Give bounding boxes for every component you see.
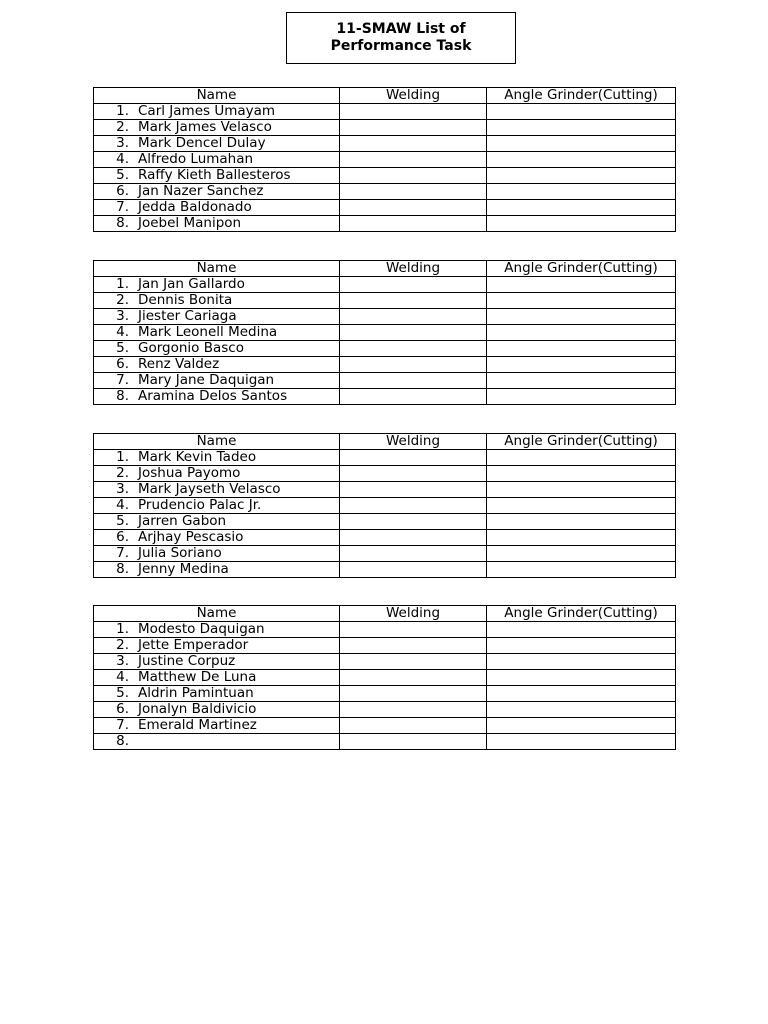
student-name-cell — [94, 389, 340, 405]
grinder-score-cell[interactable] — [487, 152, 676, 168]
student-name: Jedda Baldonado — [138, 199, 252, 215]
group-table-4 — [93, 605, 676, 750]
row-number: 1. — [116, 103, 129, 119]
row-number: 4. — [116, 151, 129, 167]
table-row — [94, 670, 676, 686]
student-name: Arjhay Pescasio — [138, 529, 244, 545]
welding-column-header: Welding — [340, 606, 487, 622]
student-name: Gorgonio Basco — [138, 340, 244, 356]
row-number: 8. — [116, 215, 129, 231]
student-name: Mark Dencel Dulay — [138, 135, 266, 151]
grinder-score-cell[interactable] — [487, 654, 676, 670]
grinder-score-cell[interactable] — [487, 309, 676, 325]
student-name: Jenny Medina — [138, 561, 229, 577]
table-row — [94, 373, 676, 389]
welding-score-cell[interactable] — [340, 562, 487, 578]
student-name-cell — [94, 341, 340, 357]
table-row — [94, 152, 676, 168]
row-number: 2. — [116, 292, 129, 308]
student-name-cell — [94, 104, 340, 120]
student-name-cell — [94, 200, 340, 216]
table-row — [94, 104, 676, 120]
welding-score-cell[interactable] — [340, 152, 487, 168]
table-row — [94, 309, 676, 325]
student-name: Mark Leonell Medina — [138, 324, 278, 340]
table-row — [94, 686, 676, 702]
row-number: 7. — [116, 545, 129, 561]
student-name-cell — [94, 309, 340, 325]
table-row — [94, 734, 676, 750]
grinder-score-cell[interactable] — [487, 325, 676, 341]
table-row — [94, 654, 676, 670]
grinder-score-cell[interactable] — [487, 546, 676, 562]
student-name: Matthew De Luna — [138, 669, 257, 685]
student-name: Dennis Bonita — [138, 292, 233, 308]
welding-score-cell[interactable] — [340, 514, 487, 530]
grinder-score-cell[interactable] — [487, 104, 676, 120]
table-row — [94, 120, 676, 136]
student-name: Joebel Manipon — [138, 215, 242, 231]
grinder-score-cell[interactable] — [487, 120, 676, 136]
student-name: Modesto Daquigan — [138, 621, 265, 637]
row-number: 8. — [116, 733, 129, 749]
row-number: 8. — [116, 388, 129, 404]
student-name-cell — [94, 498, 340, 514]
row-number: 5. — [116, 167, 129, 183]
grinder-score-cell[interactable] — [487, 136, 676, 152]
grinder-score-cell[interactable] — [487, 277, 676, 293]
row-number: 5. — [116, 685, 129, 701]
grinder-score-cell[interactable] — [487, 670, 676, 686]
welding-score-cell[interactable] — [340, 466, 487, 482]
welding-score-cell[interactable] — [340, 622, 487, 638]
student-name-cell — [94, 514, 340, 530]
welding-score-cell[interactable] — [340, 654, 487, 670]
row-number: 4. — [116, 669, 129, 685]
row-number: 6. — [116, 356, 129, 372]
student-name: Aramina Delos Santos — [138, 388, 288, 404]
welding-score-cell[interactable] — [340, 104, 487, 120]
student-name-cell — [94, 466, 340, 482]
student-name: Jan Jan Gallardo — [138, 276, 245, 292]
row-number: 1. — [116, 276, 129, 292]
grinder-score-cell[interactable] — [487, 373, 676, 389]
student-name: Julia Soriano — [138, 545, 222, 561]
group-table-3 — [93, 433, 676, 578]
grinder-score-cell[interactable] — [487, 184, 676, 200]
welding-column-header: Welding — [340, 261, 487, 277]
welding-score-cell[interactable] — [340, 277, 487, 293]
grinder-column-header: Angle Grinder(Cutting) — [487, 261, 676, 277]
student-name-cell — [94, 718, 340, 734]
row-number: 2. — [116, 465, 129, 481]
row-number: 6. — [116, 529, 129, 545]
table-row — [94, 184, 676, 200]
name-column-header: Name — [94, 261, 340, 277]
grinder-score-cell[interactable] — [487, 530, 676, 546]
grinder-score-cell[interactable] — [487, 200, 676, 216]
welding-score-cell[interactable] — [340, 638, 487, 654]
table-row — [94, 622, 676, 638]
welding-score-cell[interactable] — [340, 482, 487, 498]
student-name: Jarren Gabon — [138, 513, 227, 529]
student-name: Emerald Martinez — [138, 717, 257, 733]
row-number: 2. — [116, 119, 129, 135]
grinder-score-cell[interactable] — [487, 293, 676, 309]
welding-column-header: Welding — [340, 434, 487, 450]
table-row — [94, 341, 676, 357]
student-name-cell — [94, 482, 340, 498]
grinder-column-header: Angle Grinder(Cutting) — [487, 88, 676, 104]
table-row — [94, 482, 676, 498]
student-name-cell — [94, 184, 340, 200]
welding-score-cell[interactable] — [340, 216, 487, 232]
student-name: Prudencio Palac Jr. — [138, 497, 262, 513]
row-number: 6. — [116, 701, 129, 717]
student-name: Jonalyn Baldivicio — [138, 701, 257, 717]
row-number: 7. — [116, 717, 129, 733]
row-number: 5. — [116, 513, 129, 529]
grinder-score-cell[interactable] — [487, 686, 676, 702]
row-number: 3. — [116, 308, 129, 324]
welding-score-cell[interactable] — [340, 702, 487, 718]
row-number: 4. — [116, 497, 129, 513]
grinder-score-cell[interactable] — [487, 450, 676, 466]
table-row — [94, 638, 676, 654]
welding-score-cell[interactable] — [340, 734, 487, 750]
grinder-score-cell[interactable] — [487, 638, 676, 654]
title-line-2: Performance Task — [330, 38, 472, 54]
student-name-cell — [94, 277, 340, 293]
student-name: Jiester Cariaga — [138, 308, 237, 324]
table-row — [94, 498, 676, 514]
row-number: 7. — [116, 199, 129, 215]
student-name-cell — [94, 622, 340, 638]
student-name-cell — [94, 120, 340, 136]
welding-score-cell[interactable] — [340, 450, 487, 466]
grinder-score-cell[interactable] — [487, 514, 676, 530]
row-number: 7. — [116, 372, 129, 388]
table-row — [94, 325, 676, 341]
student-name: Raffy Kieth Ballesteros — [138, 167, 291, 183]
table-header-row — [94, 88, 676, 104]
student-name-cell — [94, 638, 340, 654]
table-row — [94, 546, 676, 562]
row-number: 6. — [116, 183, 129, 199]
student-name: Jan Nazer Sanchez — [138, 183, 264, 199]
grinder-score-cell[interactable] — [487, 562, 676, 578]
student-name-cell — [94, 546, 340, 562]
table-row — [94, 514, 676, 530]
student-name-cell — [94, 562, 340, 578]
grinder-column-header: Angle Grinder(Cutting) — [487, 434, 676, 450]
group-table-2 — [93, 260, 676, 405]
welding-score-cell[interactable] — [340, 670, 487, 686]
row-number: 4. — [116, 324, 129, 340]
grinder-score-cell[interactable] — [487, 341, 676, 357]
table-row — [94, 200, 676, 216]
row-number: 3. — [116, 653, 129, 669]
document-title — [286, 12, 516, 64]
table-row — [94, 277, 676, 293]
welding-score-cell[interactable] — [340, 357, 487, 373]
grinder-score-cell[interactable] — [487, 498, 676, 514]
welding-score-cell[interactable] — [340, 718, 487, 734]
student-name-cell — [94, 373, 340, 389]
welding-score-cell[interactable] — [340, 184, 487, 200]
table-header-row — [94, 434, 676, 450]
table-row — [94, 389, 676, 405]
table-header-row — [94, 606, 676, 622]
student-name-cell — [94, 670, 340, 686]
student-name: Mary Jane Daquigan — [138, 372, 275, 388]
table-row — [94, 136, 676, 152]
welding-score-cell[interactable] — [340, 686, 487, 702]
group-table-1 — [93, 87, 676, 232]
table-row — [94, 357, 676, 373]
table-row — [94, 168, 676, 184]
student-name-cell — [94, 357, 340, 373]
student-name: Renz Valdez — [138, 356, 220, 372]
student-name-cell — [94, 450, 340, 466]
name-column-header: Name — [94, 88, 340, 104]
student-name-cell — [94, 686, 340, 702]
row-number: 3. — [116, 135, 129, 151]
welding-score-cell[interactable] — [340, 200, 487, 216]
welding-score-cell[interactable] — [340, 293, 487, 309]
student-name-cell — [94, 168, 340, 184]
welding-score-cell[interactable] — [340, 168, 487, 184]
table-header-row — [94, 261, 676, 277]
student-name: Joshua Payomo — [138, 465, 241, 481]
welding-score-cell[interactable] — [340, 341, 487, 357]
welding-score-cell[interactable] — [340, 546, 487, 562]
welding-column-header: Welding — [340, 88, 487, 104]
student-name: Justine Corpuz — [138, 653, 236, 669]
welding-score-cell[interactable] — [340, 309, 487, 325]
grinder-score-cell[interactable] — [487, 357, 676, 373]
student-name: Mark Kevin Tadeo — [138, 449, 257, 465]
student-name: Mark James Velasco — [138, 119, 272, 135]
name-column-header: Name — [94, 434, 340, 450]
grinder-score-cell[interactable] — [487, 216, 676, 232]
student-name-cell — [94, 530, 340, 546]
grinder-score-cell[interactable] — [487, 734, 676, 750]
grinder-column-header: Angle Grinder(Cutting) — [487, 606, 676, 622]
welding-score-cell[interactable] — [340, 325, 487, 341]
table-row — [94, 293, 676, 309]
grinder-score-cell[interactable] — [487, 718, 676, 734]
student-name: Jette Emperador — [138, 637, 249, 653]
student-name: Alfredo Lumahan — [138, 151, 254, 167]
table-row — [94, 702, 676, 718]
student-name-cell — [94, 152, 340, 168]
grinder-score-cell[interactable] — [487, 482, 676, 498]
student-name-cell — [94, 136, 340, 152]
student-name-cell — [94, 216, 340, 232]
welding-score-cell[interactable] — [340, 373, 487, 389]
welding-score-cell[interactable] — [340, 120, 487, 136]
grinder-score-cell[interactable] — [487, 466, 676, 482]
table-row — [94, 530, 676, 546]
title-line-1: 11-SMAW List of — [336, 21, 466, 37]
table-row — [94, 466, 676, 482]
grinder-score-cell[interactable] — [487, 622, 676, 638]
grinder-score-cell[interactable] — [487, 168, 676, 184]
student-name: Aldrin Pamintuan — [138, 685, 254, 701]
table-row — [94, 450, 676, 466]
welding-score-cell[interactable] — [340, 498, 487, 514]
row-number: 8. — [116, 561, 129, 577]
student-name: Carl James Umayam — [138, 103, 276, 119]
student-name-cell — [94, 293, 340, 309]
student-name-cell — [94, 325, 340, 341]
table-row — [94, 216, 676, 232]
grinder-score-cell[interactable] — [487, 389, 676, 405]
row-number: 1. — [116, 449, 129, 465]
name-column-header: Name — [94, 606, 340, 622]
student-name-cell — [94, 654, 340, 670]
student-name: Mark Jayseth Velasco — [138, 481, 281, 497]
row-number: 3. — [116, 481, 129, 497]
row-number: 5. — [116, 340, 129, 356]
grinder-score-cell[interactable] — [487, 702, 676, 718]
welding-score-cell[interactable] — [340, 136, 487, 152]
row-number: 1. — [116, 621, 129, 637]
student-name-cell — [94, 702, 340, 718]
table-row — [94, 562, 676, 578]
table-row — [94, 718, 676, 734]
welding-score-cell[interactable] — [340, 530, 487, 546]
row-number: 2. — [116, 637, 129, 653]
student-name-cell — [94, 734, 340, 750]
welding-score-cell[interactable] — [340, 389, 487, 405]
